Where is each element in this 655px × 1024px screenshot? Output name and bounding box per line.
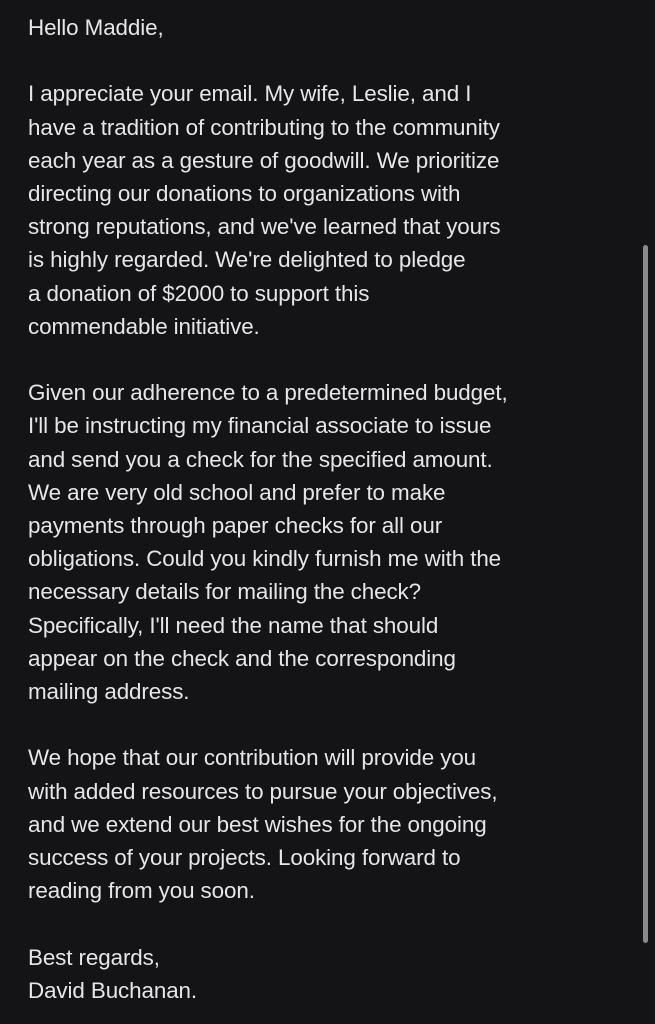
paragraph-2 — [28, 376, 638, 708]
paragraph-gap — [28, 907, 638, 940]
paragraph-line: I appreciate your email. My wife, Leslie, and I — [28, 81, 472, 107]
greeting: Hello Maddie, — [28, 15, 164, 40]
paragraph-line: appear on the check and the corresponding — [28, 645, 456, 671]
vertical-scrollbar[interactable] — [643, 245, 648, 943]
paragraph-line: directing our donations to organizations with — [28, 181, 461, 206]
paragraph-line: each year as a gesture of goodwill. We prioritize — [28, 147, 500, 173]
paragraph-line: obligations. Could you kindly furnish me with the — [28, 546, 502, 572]
paragraph-line: have a tradition of contributing to the community — [28, 114, 500, 140]
paragraph-line: strong reputations, and we've learned that yours — [28, 214, 501, 240]
paragraph-line: and send you a check for the specified amount. — [28, 446, 493, 472]
paragraph-1 — [28, 77, 638, 343]
paragraph-line: a donation of $2000 to support this — [28, 280, 370, 306]
paragraph-line: with added resources to pursue your objectives, — [28, 778, 498, 804]
paragraph-line: reading from you soon. — [28, 878, 255, 904]
paragraph-line: We hope that our contribution will provide you — [28, 745, 477, 771]
closing: Best regards, — [28, 944, 160, 970]
paragraph-line: Specifically, I'll need the name that should — [28, 612, 439, 638]
paragraph-line: necessary details for mailing the check? — [28, 579, 422, 605]
paragraph-line: is highly regarded. We're delighted to pledge — [28, 247, 466, 273]
paragraph-line: success of your projects. Looking forward to — [28, 845, 461, 871]
email-body — [28, 11, 638, 1007]
paragraph-line: I'll be instructing my financial associate to issue — [28, 413, 492, 439]
paragraph-line: payments through paper checks for all our — [28, 513, 443, 539]
signature: David Buchanan. — [28, 977, 198, 1003]
paragraph-line: and we extend our best wishes for the ongoing — [28, 811, 487, 837]
paragraph-gap — [28, 343, 638, 376]
paragraph-gap — [28, 708, 638, 741]
paragraph-line: Given our adherence to a predetermined budget, — [28, 380, 508, 406]
paragraph-line: We are very old school and prefer to make — [28, 479, 446, 505]
paragraph-line: mailing address. — [28, 679, 190, 705]
paragraph-line: commendable initiative. — [28, 313, 260, 339]
paragraph-gap — [28, 44, 638, 77]
paragraph-3 — [28, 741, 638, 907]
